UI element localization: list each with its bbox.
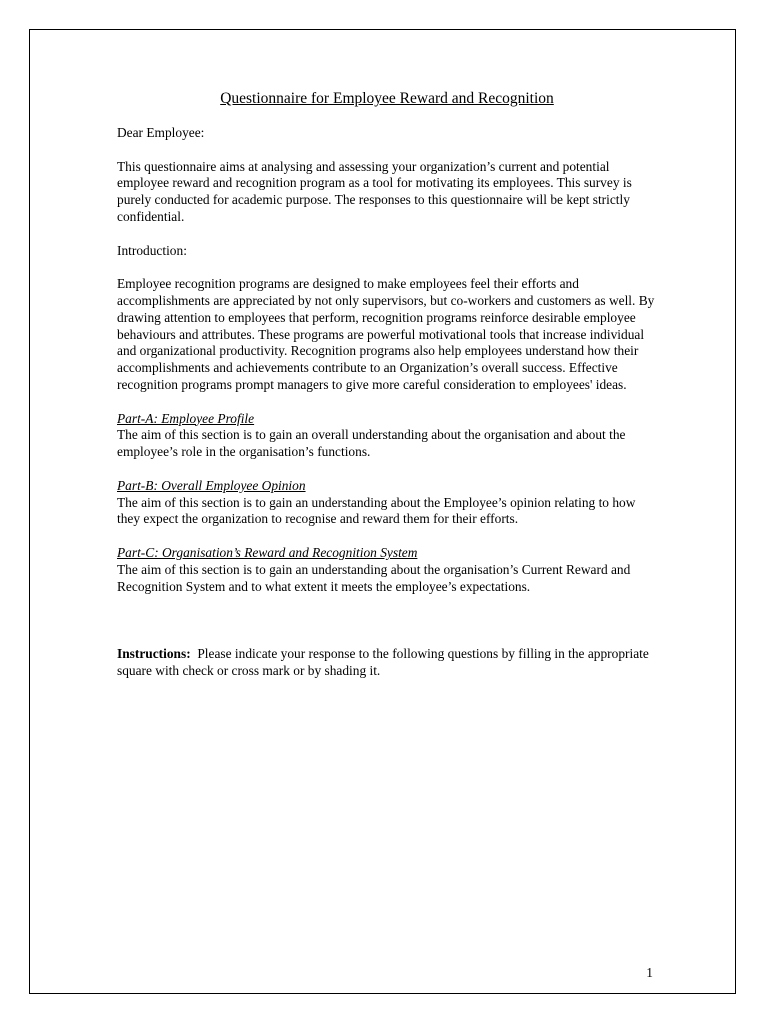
part-b-section [117,478,657,528]
instructions-paragraph [117,646,657,680]
spacer [117,612,657,646]
part-c-body: The aim of this section is to gain an understanding about the organisation’s Current Reward and Recognition System and to what extent it meets the employee’s expectations. [117,561,631,594]
instructions-label: Instructions: [117,646,191,662]
document-page [29,29,736,994]
part-a-body: The aim of this section is to gain an overall understanding about the organisation and about the employee’s role in the organisation’s functions. [117,427,626,460]
part-b-heading: Part-B: Overall Employee Opinion [117,477,306,493]
part-a-heading: Part-A: Employee Profile [117,410,255,426]
instructions-text: Please indicate your response to the following questions by filling in the appropriate square with check or cross mark or by shading it. [117,646,649,678]
part-b-body: The aim of this section is to gain an understanding about the Employee’s opinion relating to how they expect the organization to recognise and reward them for their efforts. [117,494,636,527]
part-c-section [117,545,657,595]
page-number: 1 [646,965,653,980]
page-content [117,90,657,697]
part-a-section [117,411,657,461]
introduction-body: Employee recognition programs are designed to make employees feel their efforts and accomplishments are appreciated by not only supervisors, but co-workers and customers as well. By drawing attention to employees that perform, recognition programs reinforce desirable employee behaviours and attributes. These programs are powerful motivational tools that increase individual and organizational productivity. Recognition programs also help employees understand how their accomplishments and achievements contribute to an Organization’s overall success. Effective recognition programs prompt managers to give more careful consideration to employees' ideas. [117,276,655,392]
part-c-heading: Part-C: Organisation’s Reward and Recognition System [117,544,418,560]
introduction-heading: Introduction: [117,242,187,258]
salutation: Dear Employee: [117,125,205,140]
document-title: Questionnaire for Employee Reward and Recognition [220,90,554,107]
intro-paragraph: This questionnaire aims at analysing and assessing your organization’s current and potential employee reward and recognition program as a tool for motivating its employees. This survey is purely conducted for academic purpose. The responses to this questionnaire will be kept strictly confidential. [117,158,632,224]
